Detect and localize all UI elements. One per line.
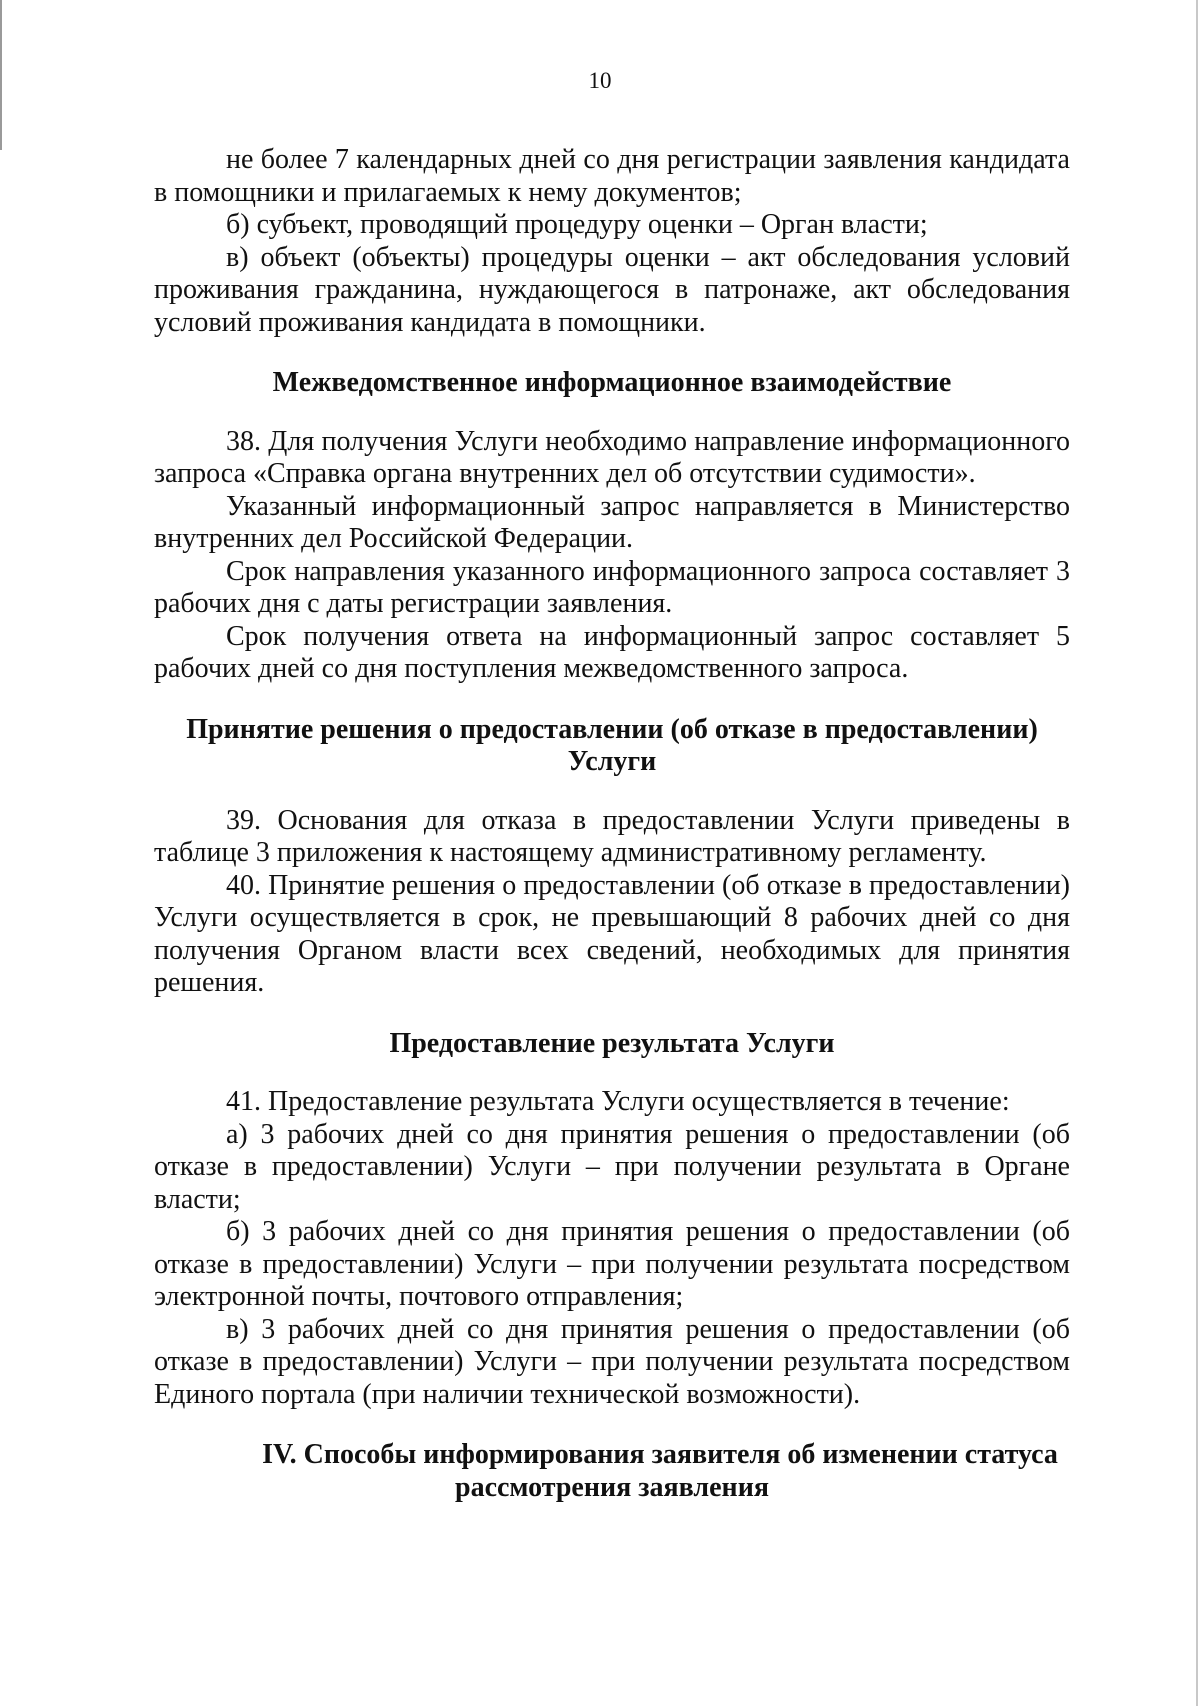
paragraph-send-term: Срок направления указанного информационного запроса составляет 3 рабочих дня с даты регистрации заявления. — [154, 555, 1070, 619]
paragraph-response-term: Срок получения ответа на информационный запрос составляет 5 рабочих дней со дня поступления межведомственного запроса. — [154, 620, 1070, 684]
paragraph-41-a: а) 3 рабочих дней со дня принятия решения о предоставлении (об отказе в предоставлении) Услуги – при получении результата в Органе власти; — [154, 1118, 1070, 1215]
heading-decision-line1: Принятие решения о предоставлении (об отказе в предоставлении) — [186, 713, 1038, 745]
heading-interagency: Межведомственное информационное взаимодействие — [272, 367, 952, 398]
heading-section-iv-line2: рассмотрения заявления — [455, 1471, 769, 1503]
paragraph-subject: б) субъект, проводящий процедуру оценки – Орган власти; — [226, 209, 928, 240]
document-body — [154, 144, 1070, 1504]
heading-section-iv-line1: IV. Способы информирования заявителя об изменении статуса — [262, 1439, 1058, 1470]
page-number: 10 — [588, 68, 612, 93]
paragraph-deadline: не более 7 календарных дней со дня регистрации заявления кандидата в помощники и прилагаемых к нему документов; — [154, 144, 1070, 208]
heading-decision-line2: Услуги — [567, 746, 657, 777]
paragraph-41: 41. Предоставление результата Услуги осуществляется в течение: — [226, 1086, 1010, 1117]
paragraph-object: в) объект (объекты) процедуры оценки – акт обследования условий проживания гражданина, нуждающегося в патронаже, акт обследования условий проживания кандидата в помощники. — [154, 241, 1070, 338]
paragraph-39: 39. Основания для отказа в предоставлении Услуги приведены в таблице 3 приложения к настоящему административному регламенту. — [154, 804, 1070, 868]
heading-result: Предоставление результата Услуги — [389, 1027, 835, 1059]
paragraph-41-c: в) 3 рабочих дней со дня принятия решения о предоставлении (об отказе в предоставлении) Услуги – при получении результата посредством Единого портала (при наличии технической возможности). — [154, 1313, 1070, 1410]
scan-edge-right — [1196, 0, 1198, 1706]
paragraph-40: 40. Принятие решения о предоставлении (об отказе в предоставлении) Услуги осуществляется в срок, не превышающий 8 рабочих дней со дня получения Органом власти всех сведений, необходимых для принятия решения. — [154, 869, 1070, 998]
paragraph-41-b: б) 3 рабочих дней со дня принятия решения о предоставлении (об отказе в предоставлении) Услуги – при получении результата посредством электронной почты, почтового отправления; — [154, 1216, 1070, 1312]
paragraph-38: 38. Для получения Услуги необходимо направление информационного запроса «Справка органа внутренних дел об отсутствии судимости». — [154, 425, 1070, 489]
paragraph-request-sent: Указанный информационный запрос направляется в Министерство внутренних дел Российской Федерации. — [154, 490, 1070, 554]
